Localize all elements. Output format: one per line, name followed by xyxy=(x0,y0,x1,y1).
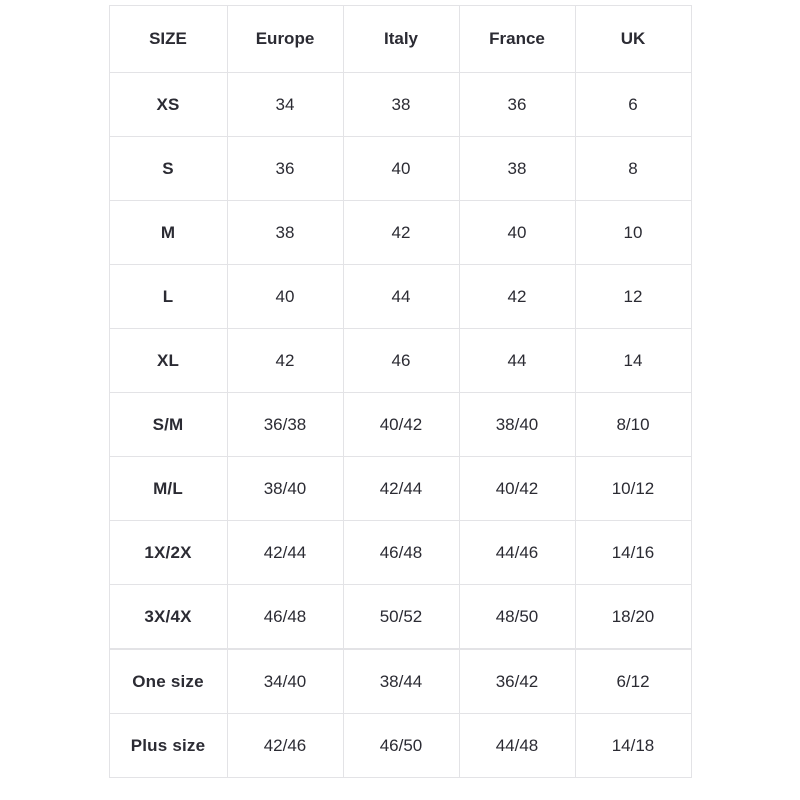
cell-france: 38/40 xyxy=(459,393,575,457)
cell-italy: 38/44 xyxy=(343,650,459,714)
cell-uk: 14/16 xyxy=(575,521,691,585)
cell-italy: 42/44 xyxy=(343,457,459,521)
cell-europe: 46/48 xyxy=(227,585,343,649)
cell-europe: 34/40 xyxy=(227,650,343,714)
row-label: S xyxy=(109,137,227,201)
cell-europe: 34 xyxy=(227,73,343,137)
column-header-uk: UK xyxy=(575,6,691,73)
column-header-europe: Europe xyxy=(227,6,343,73)
column-header-france: France xyxy=(459,6,575,73)
cell-italy: 50/52 xyxy=(343,585,459,649)
table-row xyxy=(109,329,691,393)
cell-uk: 10 xyxy=(575,201,691,265)
table-row xyxy=(109,265,691,329)
special-sizes-table xyxy=(109,649,692,778)
table-row xyxy=(109,585,691,649)
cell-italy: 40 xyxy=(343,137,459,201)
cell-uk: 14/18 xyxy=(575,714,691,778)
table-row xyxy=(109,714,691,778)
column-header-italy: Italy xyxy=(343,6,459,73)
cell-europe: 38 xyxy=(227,201,343,265)
size-conversion-table xyxy=(109,5,692,649)
cell-france: 38 xyxy=(459,137,575,201)
table-row xyxy=(109,650,691,714)
cell-france: 40/42 xyxy=(459,457,575,521)
table-row xyxy=(109,393,691,457)
cell-italy: 42 xyxy=(343,201,459,265)
cell-france: 36 xyxy=(459,73,575,137)
cell-uk: 6/12 xyxy=(575,650,691,714)
cell-europe: 42/44 xyxy=(227,521,343,585)
cell-uk: 14 xyxy=(575,329,691,393)
cell-italy: 46 xyxy=(343,329,459,393)
row-label: M/L xyxy=(109,457,227,521)
row-label: Plus size xyxy=(109,714,227,778)
row-label: M xyxy=(109,201,227,265)
cell-france: 44/48 xyxy=(459,714,575,778)
cell-italy: 46/50 xyxy=(343,714,459,778)
row-label: XS xyxy=(109,73,227,137)
cell-europe: 40 xyxy=(227,265,343,329)
cell-europe: 42 xyxy=(227,329,343,393)
cell-europe: 36 xyxy=(227,137,343,201)
cell-italy: 40/42 xyxy=(343,393,459,457)
table-row xyxy=(109,521,691,585)
row-label: 1X/2X xyxy=(109,521,227,585)
row-label: S/M xyxy=(109,393,227,457)
cell-uk: 18/20 xyxy=(575,585,691,649)
cell-italy: 44 xyxy=(343,265,459,329)
table-row xyxy=(109,457,691,521)
cell-italy: 38 xyxy=(343,73,459,137)
table-row xyxy=(109,73,691,137)
cell-france: 42 xyxy=(459,265,575,329)
cell-france: 48/50 xyxy=(459,585,575,649)
cell-uk: 10/12 xyxy=(575,457,691,521)
cell-france: 36/42 xyxy=(459,650,575,714)
row-label: 3X/4X xyxy=(109,585,227,649)
row-label: XL xyxy=(109,329,227,393)
cell-europe: 42/46 xyxy=(227,714,343,778)
cell-italy: 46/48 xyxy=(343,521,459,585)
table-row xyxy=(109,137,691,201)
cell-uk: 12 xyxy=(575,265,691,329)
row-label: One size xyxy=(109,650,227,714)
cell-europe: 36/38 xyxy=(227,393,343,457)
cell-uk: 8 xyxy=(575,137,691,201)
cell-europe: 38/40 xyxy=(227,457,343,521)
cell-france: 44/46 xyxy=(459,521,575,585)
row-label: L xyxy=(109,265,227,329)
cell-france: 40 xyxy=(459,201,575,265)
table-row xyxy=(109,201,691,265)
cell-uk: 8/10 xyxy=(575,393,691,457)
cell-france: 44 xyxy=(459,329,575,393)
cell-uk: 6 xyxy=(575,73,691,137)
table-header-row xyxy=(109,6,691,73)
column-header-size: SIZE xyxy=(109,6,227,73)
